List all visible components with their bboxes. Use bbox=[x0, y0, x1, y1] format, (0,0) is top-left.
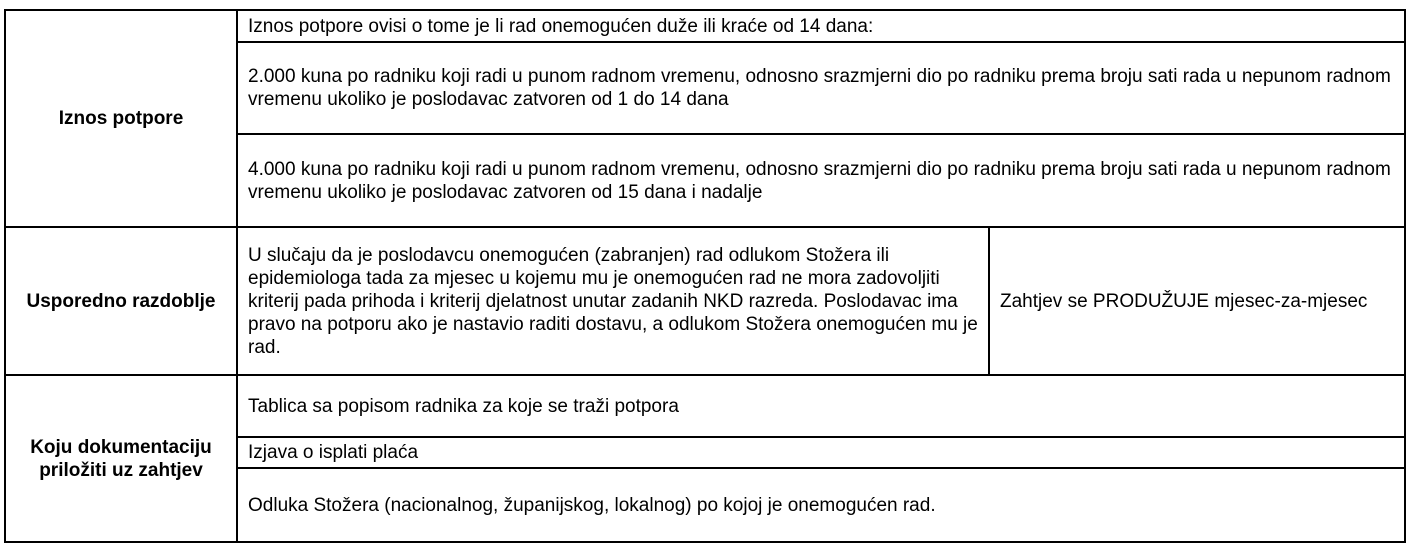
iznos-intro-text: Iznos potpore ovisi o tome je li rad onemogućen duže ili kraće od 14 dana: bbox=[237, 10, 1405, 42]
row-usporedno-razdoblje bbox=[5, 227, 1405, 375]
doc-item-2: Izjava o isplati plaća bbox=[237, 437, 1405, 468]
support-info-table bbox=[4, 9, 1406, 543]
row-iznos-intro bbox=[5, 10, 1405, 42]
header-usporedno-razdoblje: Usporedno razdoblje bbox=[5, 227, 237, 375]
iznos-option-2-text: 4.000 kuna po radniku koji radi u punom radnom vremenu, odnosno srazmjerni dio po radniku prema broju sati rada u nepunom radnom vremenu ukoliko je poslodavac zatvoren od 15 dana i nadalje bbox=[237, 134, 1405, 227]
header-dokumentacija: Koju dokumentaciju priložiti uz zahtjev bbox=[5, 375, 237, 542]
usporedno-razdoblje-text: U slučaju da je poslodavcu onemogućen (zabranjen) rad odlukom Stožera ili epidemiologa tada za mjesec u kojemu mu je onemogućen rad ne mora zadovoljiti kriterij pada prihoda i kriterij djelatnost unutar zadanih NKD razreda. Poslodavac ima pravo na potporu ako je nastavio raditi dostavu, a odlukom Stožera onemogućen mu je rad. bbox=[237, 227, 989, 375]
header-iznos-potpore: Iznos potpore bbox=[5, 10, 237, 227]
iznos-option-1-text: 2.000 kuna po radniku koji radi u punom radnom vremenu, odnosno srazmjerni dio po radniku prema broju sati rada u nepunom radnom vremenu ukoliko je poslodavac zatvoren od 1 do 14 dana bbox=[237, 42, 1405, 134]
doc-item-3: Odluka Stožera (nacionalnog, županijskog, lokalnog) po kojoj je onemogućen rad. bbox=[237, 468, 1405, 542]
row-doc-1 bbox=[5, 375, 1405, 437]
doc-item-1: Tablica sa popisom radnika za koje se traži potpora bbox=[237, 375, 1405, 437]
usporedno-razdoblje-note: Zahtjev se PRODUŽUJE mjesec-za-mjesec bbox=[989, 227, 1405, 375]
